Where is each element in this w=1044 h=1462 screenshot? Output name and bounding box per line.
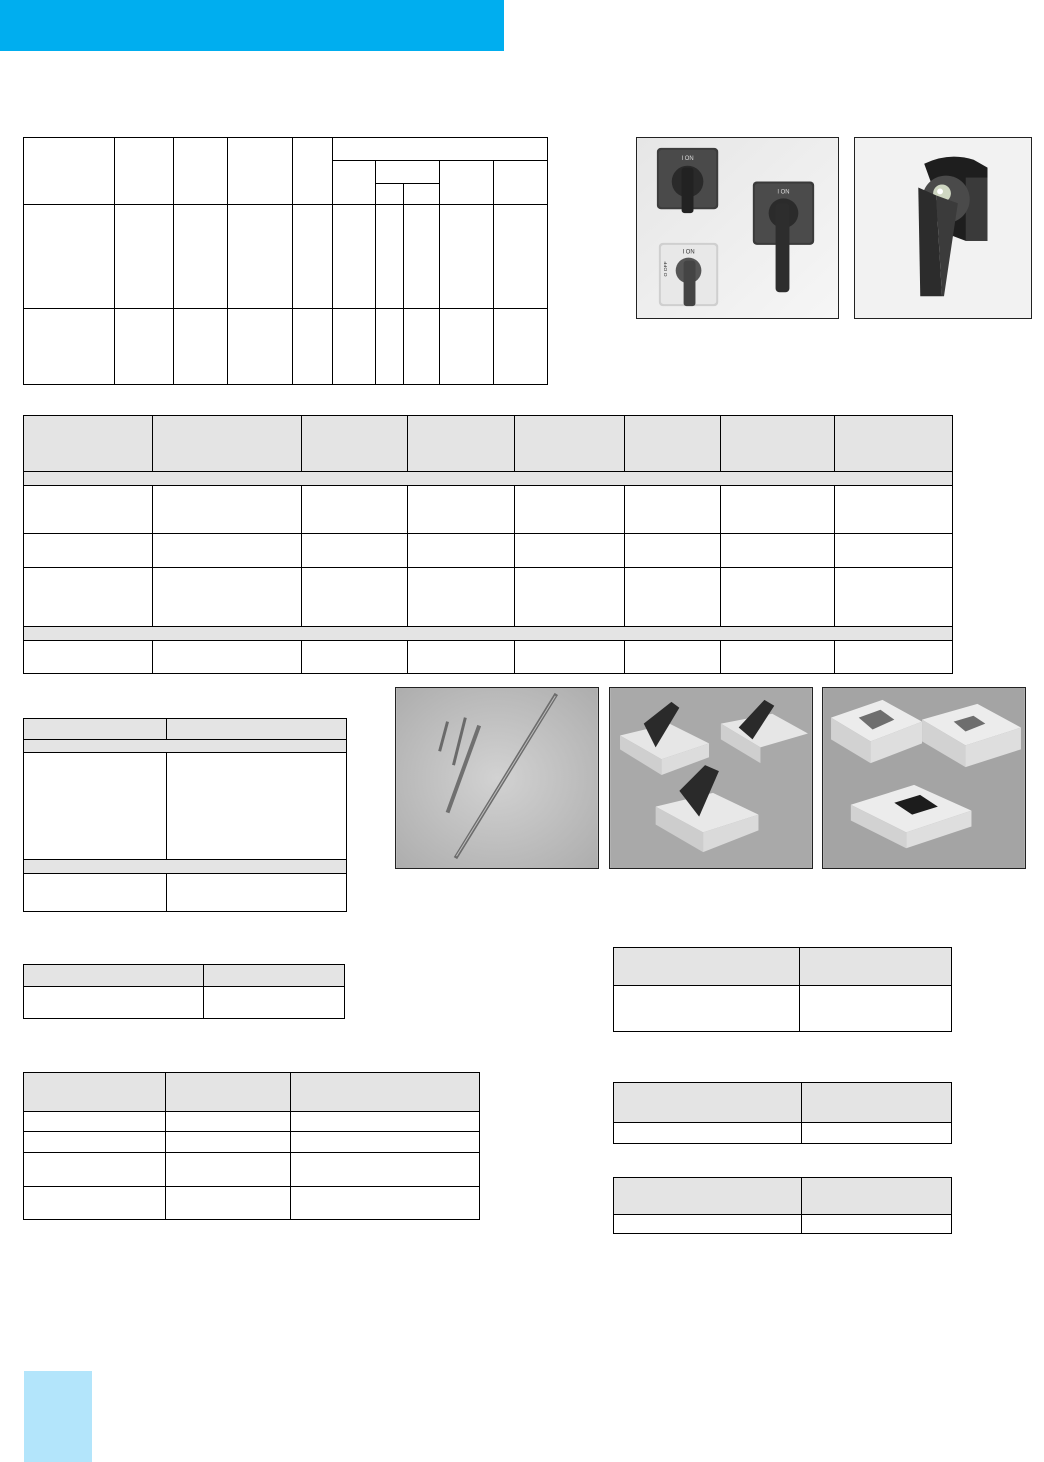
table-2-rule-bottom xyxy=(23,673,953,674)
table-2-col-2c xyxy=(301,640,302,674)
table-3 xyxy=(23,718,347,912)
table-2-col-6a xyxy=(720,415,721,471)
door-handle-photo xyxy=(854,137,1032,319)
table-6-rule-bottom xyxy=(23,1219,480,1220)
table-8-rule-head xyxy=(613,1214,952,1215)
table-2-rule-sec2 xyxy=(23,640,953,641)
table-4-rule-v1 xyxy=(203,964,204,1019)
table-2-rule-left xyxy=(23,415,24,674)
table-7-rule-v1 xyxy=(801,1082,802,1144)
table-4-rule-bottom xyxy=(23,1018,345,1019)
table-6-rule-right xyxy=(479,1072,480,1220)
page-side-tab xyxy=(24,1371,92,1462)
table-1-rule-v1 xyxy=(114,137,115,385)
table-1-rule-v6 xyxy=(375,160,376,385)
table-2-rule-sec1 xyxy=(23,485,953,486)
table-6-rule-r1 xyxy=(23,1131,480,1132)
table-4-header-shade xyxy=(23,964,345,986)
table-2-col-7c xyxy=(834,640,835,674)
table-3-rule-r1 xyxy=(23,859,347,860)
rotary-handles-photo xyxy=(636,137,839,319)
header-bar xyxy=(0,0,504,51)
table-3-rule-head xyxy=(23,739,347,740)
table-2-section-1-shade xyxy=(23,471,953,485)
table-2-col-1b xyxy=(152,485,153,626)
table-8-header-shade xyxy=(613,1177,952,1214)
table-8-rule-top xyxy=(613,1177,952,1178)
table-1-rule-v5 xyxy=(332,137,333,385)
table-1-rule-v4 xyxy=(292,137,293,385)
table-2-rule-r2 xyxy=(23,567,953,568)
table-8 xyxy=(613,1177,952,1234)
table-5-rule-head xyxy=(613,985,952,986)
table-7-header-shade xyxy=(613,1082,952,1122)
table-2-col-6b xyxy=(720,485,721,626)
table-8-rule-bottom xyxy=(613,1233,952,1234)
table-2-rule-right xyxy=(952,415,953,674)
table-5-header-shade xyxy=(613,947,952,985)
table-1-rule-h2 xyxy=(375,183,439,184)
table-2-col-1a xyxy=(152,415,153,471)
table-2-col-2a xyxy=(301,415,302,471)
table-2-col-4c xyxy=(514,640,515,674)
table-5-rule-right xyxy=(951,947,952,1032)
table-8-rule-right xyxy=(951,1177,952,1234)
table-5 xyxy=(613,947,952,1032)
table-2-rule-r3 xyxy=(23,626,953,627)
table-3-rule-right xyxy=(346,718,347,912)
table-1-rule-row xyxy=(23,308,548,309)
table-2-col-3b xyxy=(407,485,408,626)
table-7 xyxy=(613,1082,952,1144)
table-1-rule-right xyxy=(547,137,548,385)
table-4 xyxy=(23,964,345,1019)
table-2-col-2b xyxy=(301,485,302,626)
table-2-col-3a xyxy=(407,415,408,471)
rotary-handles-three-image xyxy=(637,138,838,318)
padlockable-handle-adapters-image xyxy=(610,688,812,868)
table-2-col-5a xyxy=(624,415,625,471)
table-4-rule-right xyxy=(344,964,345,1019)
extension-shafts-photo xyxy=(395,687,599,869)
table-1-rule-top xyxy=(23,137,548,138)
table-2-col-7a xyxy=(834,415,835,471)
table-1-rule-v3 xyxy=(227,137,228,385)
table-6-rule-v2 xyxy=(290,1072,291,1220)
table-6 xyxy=(23,1072,480,1220)
table-3-rule-bottom xyxy=(23,911,347,912)
mounting-frames-image xyxy=(823,688,1025,868)
table-2-col-4a xyxy=(514,415,515,471)
table-2 xyxy=(23,415,953,674)
table-8-rule-left xyxy=(613,1177,614,1234)
table-6-rule-r3 xyxy=(23,1186,480,1187)
table-3-rule-top xyxy=(23,718,347,719)
table-3-header-shade xyxy=(23,718,347,739)
extension-shafts-image xyxy=(396,688,598,868)
handle-2-on-label: I ON xyxy=(777,189,790,196)
table-3-section-2-shade xyxy=(23,859,347,873)
table-1-rule-left xyxy=(23,137,24,385)
table-2-col-1c xyxy=(152,640,153,674)
table-3-col-1c xyxy=(166,873,167,912)
table-2-col-5c xyxy=(624,640,625,674)
table-2-header-shade xyxy=(23,415,953,471)
handle-1-on-label: I ON xyxy=(681,155,694,162)
handle-adapters-photo xyxy=(609,687,813,869)
table-1 xyxy=(23,137,548,385)
table-5-rule-top xyxy=(613,947,952,948)
table-3-rule-sec2 xyxy=(23,873,347,874)
table-7-rule-top xyxy=(613,1082,952,1083)
table-1-rule-bottom xyxy=(23,384,548,385)
table-1-rule-h1 xyxy=(332,160,548,161)
table-3-rule-left xyxy=(23,718,24,912)
table-6-rule-v1 xyxy=(165,1072,166,1220)
table-3-col-1b xyxy=(166,752,167,859)
table-2-col-5b xyxy=(624,485,625,626)
table-7-rule-bottom xyxy=(613,1143,952,1144)
table-2-col-6c xyxy=(720,640,721,674)
table-2-rule-top xyxy=(23,415,953,416)
table-5-rule-bottom xyxy=(613,1031,952,1032)
handle-3-off-label: O OFF xyxy=(663,261,669,277)
table-6-rule-head xyxy=(23,1111,480,1112)
table-7-rule-right xyxy=(951,1082,952,1144)
table-2-col-7b xyxy=(834,485,835,626)
table-1-rule-v7 xyxy=(403,183,404,385)
table-1-rule-head xyxy=(23,204,548,205)
table-6-rule-r2 xyxy=(23,1152,480,1153)
mounting-frames-photo xyxy=(822,687,1026,869)
table-6-header-shade xyxy=(23,1072,480,1111)
table-2-col-3c xyxy=(407,640,408,674)
table-1-rule-v8 xyxy=(439,160,440,385)
handle-3-on-label: I ON xyxy=(682,249,695,256)
table-3-rule-sec1 xyxy=(23,752,347,753)
door-handle-with-lamp-image xyxy=(855,138,1031,318)
table-6-rule-top xyxy=(23,1072,480,1073)
table-8-rule-v1 xyxy=(801,1177,802,1234)
table-4-rule-head xyxy=(23,986,345,987)
table-5-rule-left xyxy=(613,947,614,1032)
table-6-rule-left xyxy=(23,1072,24,1220)
table-1-header-shade xyxy=(23,137,548,204)
table-2-col-4b xyxy=(514,485,515,626)
table-2-section-2-shade xyxy=(23,626,953,640)
table-2-rule-head xyxy=(23,471,953,472)
table-3-section-1-shade xyxy=(23,739,347,752)
table-2-rule-r1 xyxy=(23,533,953,534)
table-4-rule-left xyxy=(23,964,24,1019)
table-7-rule-head xyxy=(613,1122,952,1123)
table-7-rule-left xyxy=(613,1082,614,1144)
table-1-rule-v2 xyxy=(173,137,174,385)
table-1-rule-v9 xyxy=(493,160,494,385)
table-5-rule-v1 xyxy=(799,947,800,1032)
table-4-rule-top xyxy=(23,964,345,965)
table-3-col-1a xyxy=(166,718,167,739)
